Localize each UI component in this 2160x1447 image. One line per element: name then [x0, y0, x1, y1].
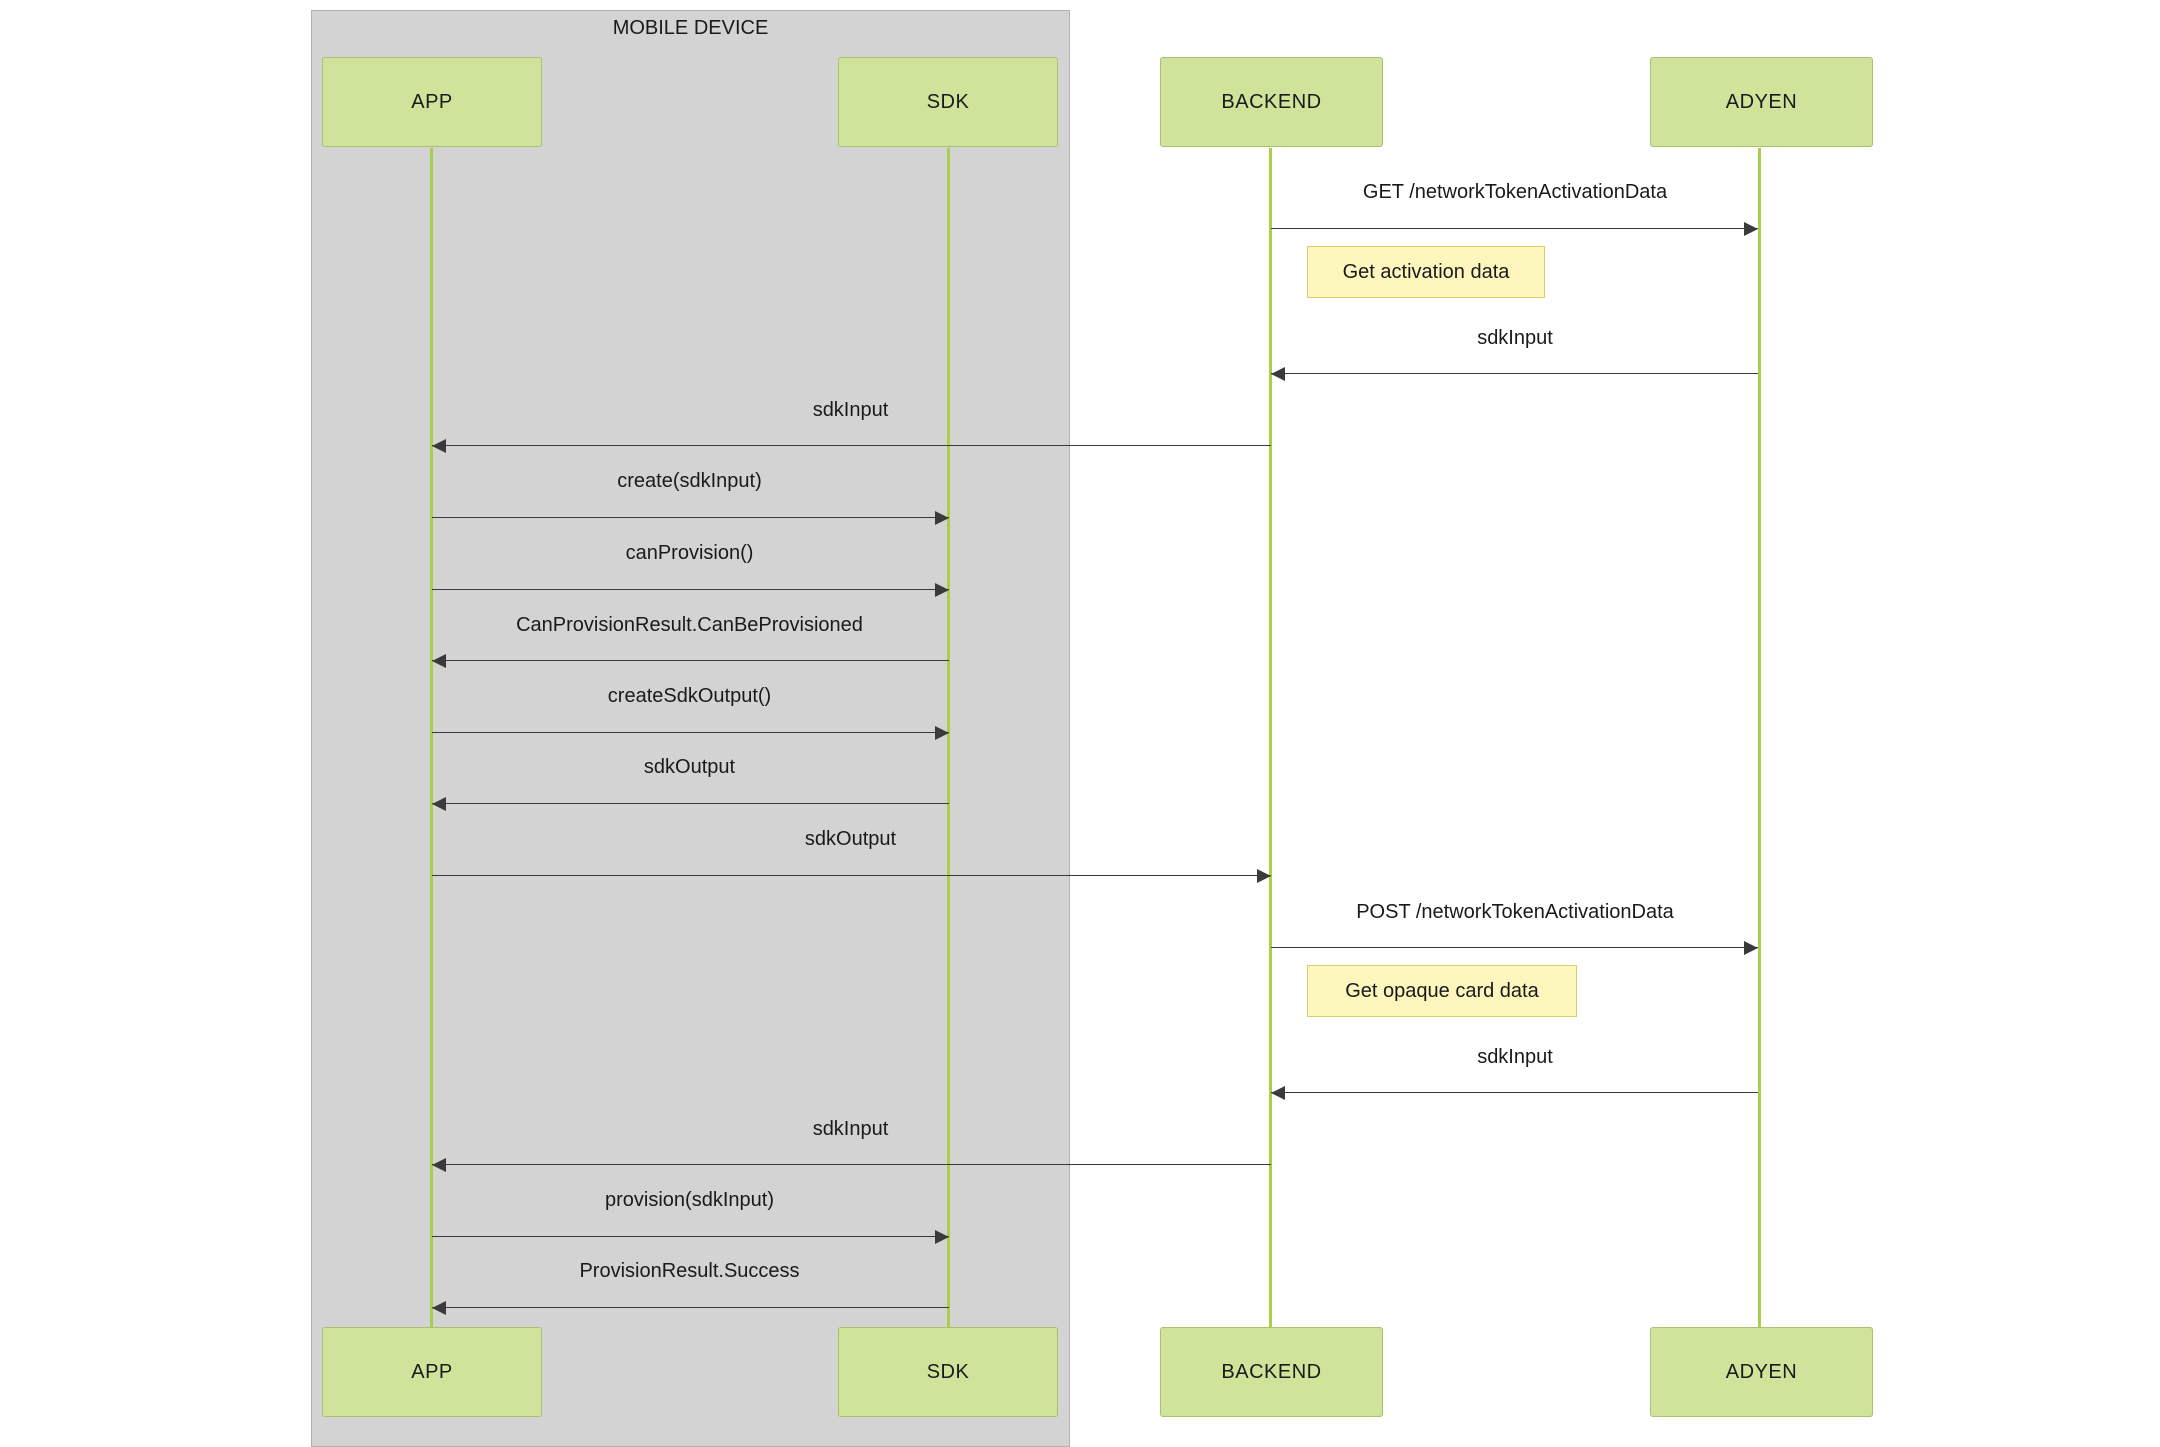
- message-line-8: [432, 803, 949, 804]
- message-line-9: [432, 875, 1271, 876]
- lifeline-backend: [1269, 148, 1272, 1327]
- message-arrow-7: [935, 726, 949, 740]
- message-arrow-14: [432, 1301, 446, 1315]
- message-label-4: create(sdkInput): [617, 470, 762, 492]
- message-label-1: GET /networkTokenActivationData: [1362, 181, 1668, 203]
- message-line-13: [432, 1236, 949, 1237]
- actor-sdk-top-label: SDK: [926, 90, 970, 113]
- message-line-12: [432, 1164, 1271, 1165]
- actor-backend-bottom-label: BACKEND: [1221, 1360, 1322, 1383]
- message-arrow-2: [1271, 367, 1285, 381]
- message-line-1: [1271, 228, 1758, 229]
- message-line-4: [432, 517, 949, 518]
- actor-app-bottom-label: APP: [411, 1360, 453, 1383]
- message-label-7: createSdkOutput(): [607, 685, 772, 707]
- message-label-5: canProvision(): [625, 542, 754, 564]
- actor-adyen-bottom-label: ADYEN: [1725, 1360, 1798, 1383]
- lifeline-app: [430, 148, 433, 1327]
- message-line-14: [432, 1307, 949, 1308]
- message-arrow-8: [432, 797, 446, 811]
- message-line-7: [432, 732, 949, 733]
- message-arrow-5: [935, 583, 949, 597]
- group-mobile-device-label: MOBILE DEVICE: [612, 17, 769, 39]
- message-label-3: sdkInput: [812, 399, 889, 421]
- actor-sdk-bottom[interactable]: [838, 1327, 1058, 1417]
- actor-sdk-bottom-label: SDK: [926, 1360, 970, 1383]
- actor-backend-bottom[interactable]: [1160, 1327, 1383, 1417]
- actor-app-top-label: APP: [411, 90, 453, 113]
- message-label-14: ProvisionResult.Success: [579, 1260, 800, 1282]
- message-arrow-6: [432, 654, 446, 668]
- actor-sdk-top[interactable]: [838, 57, 1058, 147]
- message-line-3: [432, 445, 1271, 446]
- message-label-11: sdkInput: [1477, 1046, 1553, 1068]
- message-arrow-12: [432, 1158, 446, 1172]
- message-label-2: sdkInput: [1477, 327, 1553, 349]
- message-arrow-11: [1271, 1086, 1285, 1100]
- actor-adyen-top[interactable]: [1650, 57, 1873, 147]
- actor-app-top[interactable]: [322, 57, 542, 147]
- note-get-opaque-card-data-label: Get opaque card data: [1345, 979, 1539, 1002]
- message-arrow-4: [935, 511, 949, 525]
- message-label-9: sdkOutput: [804, 828, 897, 850]
- message-line-6: [432, 660, 949, 661]
- lifeline-adyen: [1758, 148, 1761, 1327]
- message-label-10: POST /networkTokenActivationData: [1356, 901, 1674, 923]
- message-arrow-10: [1744, 941, 1758, 955]
- group-mobile-device: [311, 10, 1070, 1447]
- message-label-13: provision(sdkInput): [605, 1189, 774, 1211]
- message-line-11: [1271, 1092, 1758, 1093]
- message-line-2: [1271, 373, 1758, 374]
- message-arrow-3: [432, 439, 446, 453]
- actor-backend-top-label: BACKEND: [1221, 90, 1322, 113]
- message-arrow-13: [935, 1230, 949, 1244]
- message-label-6: CanProvisionResult.CanBeProvisioned: [516, 614, 863, 636]
- actor-adyen-bottom[interactable]: [1650, 1327, 1873, 1417]
- note-get-activation-data-label: Get activation data: [1342, 260, 1510, 283]
- actor-backend-top[interactable]: [1160, 57, 1383, 147]
- message-arrow-9: [1257, 869, 1271, 883]
- message-label-12: sdkInput: [812, 1118, 889, 1140]
- actor-adyen-top-label: ADYEN: [1725, 90, 1798, 113]
- note-get-opaque-card-data: [1307, 965, 1577, 1017]
- actor-app-bottom[interactable]: [322, 1327, 542, 1417]
- message-arrow-1: [1744, 222, 1758, 236]
- message-line-10: [1271, 947, 1758, 948]
- message-line-5: [432, 589, 949, 590]
- message-label-8: sdkOutput: [643, 756, 736, 778]
- note-get-activation-data: [1307, 246, 1545, 298]
